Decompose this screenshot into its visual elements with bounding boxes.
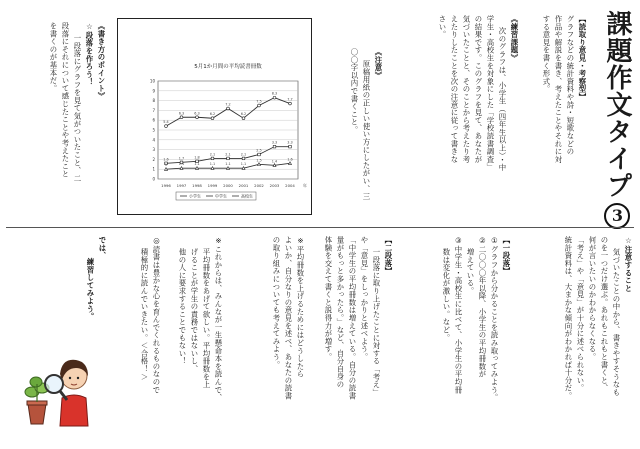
paragraph2-line-1: 一段落に取り上げたことに対する「考え」 bbox=[372, 248, 381, 397]
data-label: 6.2 bbox=[240, 112, 247, 117]
data-point bbox=[273, 145, 276, 148]
practice-line-6: さい。 bbox=[438, 15, 447, 39]
caution-heading: ☆注意すること bbox=[624, 236, 633, 293]
section-divider bbox=[6, 227, 634, 228]
data-label: 1.4 bbox=[271, 159, 278, 164]
example-line-4: 他の人に要求することでもない！ bbox=[178, 248, 187, 365]
paragraph1-line-2: ②二〇〇〇年以降、小学生の平均冊数が bbox=[478, 236, 487, 378]
data-point bbox=[165, 168, 168, 171]
paragraph2-line-8: の取り組みについても考えてみよう。 bbox=[272, 236, 281, 369]
data-label: 7.7 bbox=[287, 97, 293, 102]
data-point bbox=[289, 162, 292, 165]
paragraph2-line-3: 「中学生の平均冊数は増えている。自分の読書 bbox=[348, 236, 357, 400]
data-label: 1.6 bbox=[163, 157, 169, 162]
page-title bbox=[602, 10, 632, 229]
closing-line-2: 練習してみよう。 bbox=[86, 258, 95, 321]
data-point bbox=[227, 107, 230, 110]
data-label: 7.2 bbox=[225, 102, 231, 107]
data-label: 6.3 bbox=[178, 111, 185, 116]
caution-line-5: 統計資料は、大まかな傾向がわかれば十分だ。 bbox=[564, 236, 573, 400]
data-point bbox=[242, 167, 245, 170]
note-line-1: 原稿用紙の正しい使い方にしたがい、三 bbox=[362, 60, 371, 201]
practice-line-4: 気づいたことと、そのことから考えたり考 bbox=[462, 15, 471, 164]
points-line-4: を書くのが基本だ。 bbox=[49, 22, 58, 93]
type-desc-2: 作品や解説を書き、考えたことやそれに対 bbox=[554, 15, 563, 164]
data-point bbox=[258, 104, 261, 107]
plant-pot-icon bbox=[27, 401, 47, 424]
data-point bbox=[196, 116, 199, 119]
data-point bbox=[227, 167, 230, 170]
data-point bbox=[242, 157, 245, 160]
points-line-2: 一段落にグラフを見て気がついたこと、二 bbox=[73, 34, 82, 183]
data-point bbox=[227, 157, 230, 160]
x-axis-label: 年 bbox=[303, 183, 307, 188]
data-point bbox=[289, 145, 292, 148]
x-tick-label: 2001 bbox=[238, 183, 249, 188]
legend-label: 中学生 bbox=[215, 193, 227, 199]
data-label: 3.3 bbox=[287, 140, 293, 145]
data-label: 3.3 bbox=[271, 140, 278, 145]
practice-line-1: 次のグラフは、小学生（四年生以上）・中 bbox=[498, 27, 507, 172]
caution-line-3: 何が言いたいのかわからなくなる。 bbox=[588, 236, 597, 361]
y-tick-label: 5 bbox=[152, 127, 155, 133]
y-tick-label: 8 bbox=[152, 98, 155, 104]
legend-label: 小学生 bbox=[189, 193, 201, 199]
girl-figure-icon bbox=[60, 360, 88, 426]
paragraph1-line-3: 増えている。 bbox=[466, 248, 475, 295]
data-label: 2.1 bbox=[225, 152, 231, 157]
x-tick-label: 1999 bbox=[207, 183, 218, 188]
paragraph2-line-7: よいか、自分なりの意見を述べ、あなたの読書 bbox=[284, 236, 293, 400]
y-tick-label: 9 bbox=[152, 88, 155, 94]
x-tick-label: 2000 bbox=[223, 183, 233, 188]
points-line-1: ☆段落を作ろう！ bbox=[85, 22, 94, 86]
data-point bbox=[211, 117, 214, 120]
data-label: 7.5 bbox=[256, 99, 262, 104]
practice-heading: 《練習課題》 bbox=[510, 15, 519, 62]
y-tick-label: 3 bbox=[152, 147, 155, 153]
x-tick-label: 2003 bbox=[269, 183, 280, 188]
title-number-badge: 3 bbox=[604, 203, 630, 229]
data-point bbox=[289, 102, 292, 105]
data-label: 2.5 bbox=[256, 148, 262, 153]
paragraph1-line-5: 数は変化が激しい。など。 bbox=[442, 248, 451, 342]
example-line-1: ※これからは、みんなが一生懸命本を読んで、 bbox=[214, 236, 223, 402]
caution-line-2: のを一つだけ選ぶ。あれもこれもと書くと、 bbox=[600, 236, 609, 392]
chart-title: 5月1か月間の平均読書冊数 bbox=[194, 64, 262, 70]
title-text: 課題作文タイプ bbox=[602, 10, 632, 199]
chart-svg bbox=[118, 19, 311, 214]
data-label: 8.3 bbox=[271, 91, 278, 96]
data-label: 2.1 bbox=[240, 152, 247, 157]
data-point bbox=[258, 163, 261, 166]
type-desc-1: グラフなどの統計資料や詩・短歌などの bbox=[566, 15, 575, 156]
data-label: 2.1 bbox=[209, 152, 216, 157]
x-tick-label: 2002 bbox=[254, 183, 264, 188]
example-line-2: 平均冊数をあげて欲しい。平均冊数を上 bbox=[202, 248, 211, 389]
paragraph1-line-1: ①グラフから分かることを読み取ってみよう。 bbox=[490, 236, 499, 402]
y-tick-label: 1 bbox=[152, 166, 155, 172]
data-point bbox=[211, 167, 214, 170]
data-label: 6.3 bbox=[194, 111, 200, 116]
data-point bbox=[211, 157, 214, 160]
x-tick-label: 1998 bbox=[192, 183, 202, 188]
paragraph2-line-6: ※平均冊数を上げるためにはどうしたら bbox=[296, 236, 305, 378]
data-label: 1.1 bbox=[225, 162, 231, 167]
paragraph2-heading: 【二段落】 bbox=[384, 236, 393, 275]
good-example-line-2: 積極的に読んでいきたい。＜合格！＞ bbox=[140, 248, 149, 381]
note-line-2: 〇〇字以内で書くこと。 bbox=[350, 48, 359, 134]
closing-line-1: では、 bbox=[98, 236, 107, 260]
x-tick-label: 2004 bbox=[285, 183, 295, 188]
data-label: 1.1 bbox=[209, 162, 216, 167]
y-tick-label: 10 bbox=[149, 78, 155, 84]
data-label: 1.1 bbox=[194, 162, 200, 167]
data-label: 1.1 bbox=[240, 162, 247, 167]
paragraph2-line-5: 体験を交えて書くと説得力が増す。 bbox=[324, 236, 333, 361]
practice-line-2: 学生・高校生を対象にした「学校読書調査」 bbox=[486, 15, 495, 171]
caution-line-4: 「考え」や「意見」が十分に述べられない。 bbox=[576, 236, 585, 392]
data-label: 1.5 bbox=[256, 158, 262, 163]
caution-line-1: 気づいたことの中から、書きやすそうなも bbox=[612, 248, 621, 397]
practice-line-5: えたりしたことを次の注意に従って書きな bbox=[450, 15, 459, 164]
data-label: 6.2 bbox=[209, 112, 216, 117]
y-tick-label: 0 bbox=[152, 176, 155, 182]
practice-line-3: の結果です。このグラフを見て、あなたが bbox=[474, 15, 483, 164]
type-desc-3: する意見を書く形式。 bbox=[542, 15, 551, 93]
points-line-3: 段落にそれについて感じたことや考えたこと bbox=[61, 22, 70, 178]
y-tick-label: 7 bbox=[152, 107, 155, 113]
paragraph1-line-4: ③中学生・高校生に比べて、小学生の平均冊 bbox=[454, 236, 463, 394]
data-label: 1.8 bbox=[194, 155, 200, 160]
y-tick-label: 4 bbox=[152, 137, 155, 143]
data-point bbox=[196, 167, 199, 170]
paragraph1-heading: 【一段落】 bbox=[502, 236, 511, 275]
data-label: 1.7 bbox=[178, 156, 185, 161]
data-point bbox=[242, 117, 245, 120]
data-label: 1.6 bbox=[287, 157, 293, 162]
paragraph2-line-4: 量がもっと多かったら。」など、自分自身の bbox=[336, 236, 345, 389]
example-line-3: げることが学生の責務ではないし、 bbox=[190, 248, 199, 373]
y-tick-label: 2 bbox=[152, 156, 155, 162]
x-tick-label: 1997 bbox=[176, 183, 187, 188]
paragraph2-line-2: や「意見」をしっかりと述べよう。 bbox=[360, 236, 369, 361]
data-label: 5.4 bbox=[163, 120, 169, 125]
data-point bbox=[180, 167, 183, 170]
points-heading: 《書き方のポイント》 bbox=[97, 22, 106, 100]
data-point bbox=[258, 153, 261, 156]
data-point bbox=[273, 164, 276, 167]
note-heading: 《注意》 bbox=[374, 48, 383, 80]
type-heading: 【読取り意見・考察型】 bbox=[578, 15, 587, 101]
y-tick-label: 6 bbox=[152, 117, 155, 123]
girl-with-magnifier-illustration bbox=[22, 348, 102, 428]
good-example-line-1: ◎読書は豊かな心を育んでくれるものなので bbox=[152, 236, 161, 394]
data-label: 1 bbox=[164, 163, 168, 168]
data-point bbox=[180, 116, 183, 119]
reading-chart bbox=[117, 18, 312, 215]
data-label: 1.1 bbox=[178, 162, 185, 167]
legend-label: 高校生 bbox=[241, 193, 253, 199]
x-tick-label: 1996 bbox=[161, 183, 171, 188]
data-point bbox=[273, 96, 276, 99]
data-point bbox=[165, 125, 168, 128]
